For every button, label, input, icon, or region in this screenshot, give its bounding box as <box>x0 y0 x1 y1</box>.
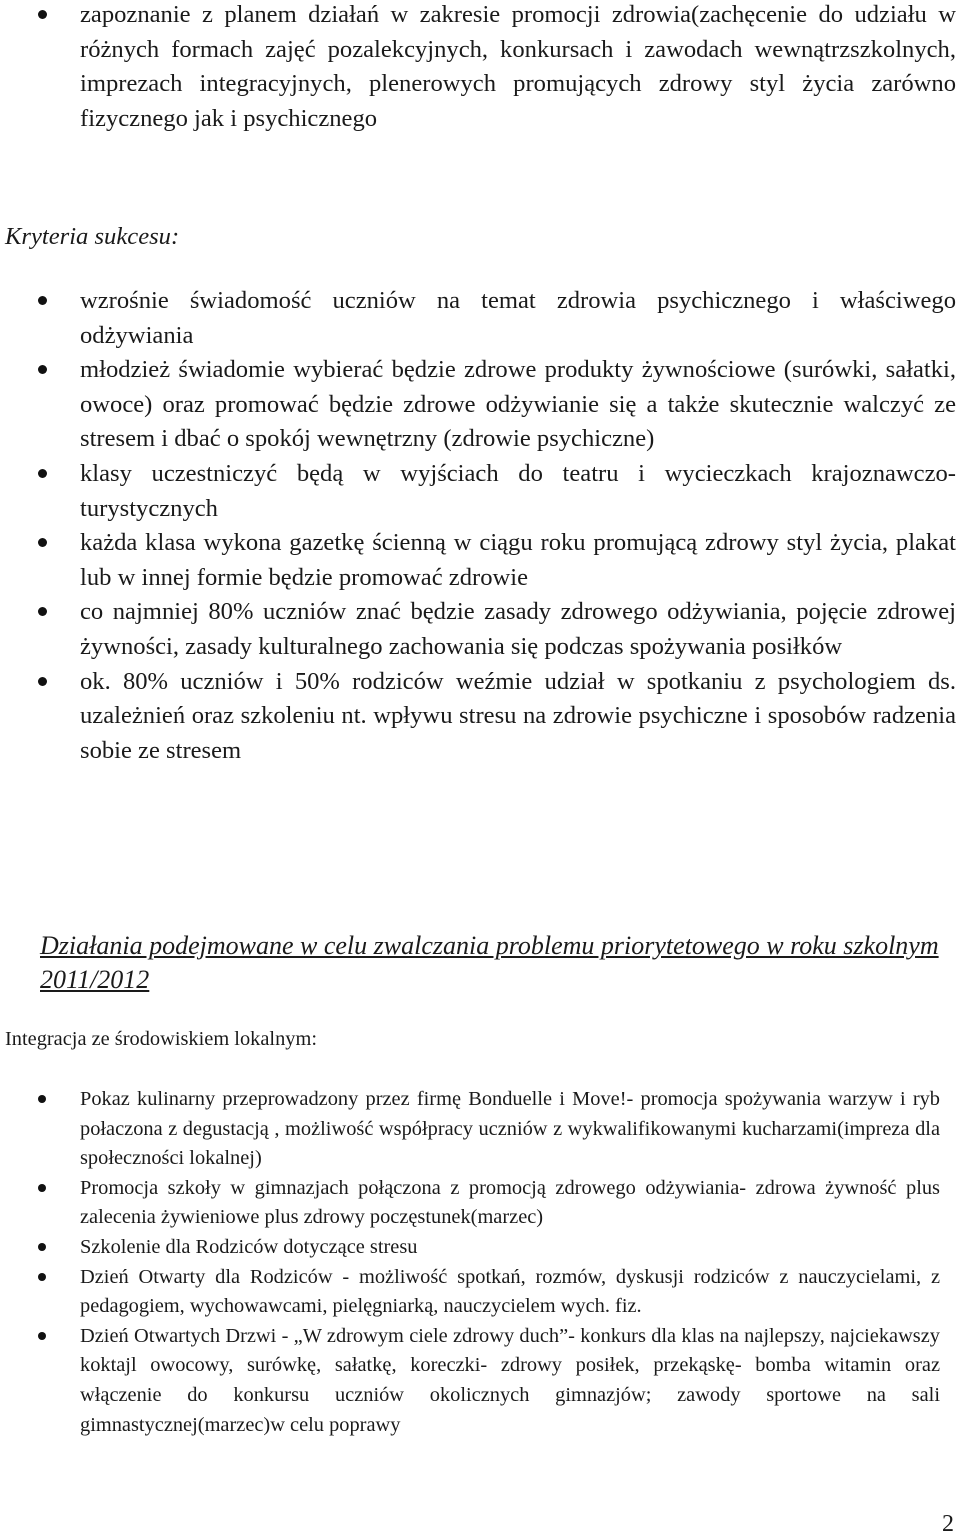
list-item-text: każda klasa wykona gazetkę ścienną w ciągu roku promującą zdrowy styl życia, plakat lub w innej formie będzie promować zdrowie <box>80 529 956 591</box>
bullet-icon <box>38 677 47 686</box>
section-heading: Działania podejmowane w celu zwalczania problemu priorytetowego w roku szkolnym 2011/2012 <box>40 931 939 994</box>
bullet-icon <box>38 1332 46 1340</box>
list-item-text: klasy uczestniczyć będą w wyjściach do teatru i wycieczkach krajoznawczo-turystycznych <box>80 459 956 522</box>
list-item <box>0 284 956 353</box>
bullet-icon <box>38 1095 46 1103</box>
list-item <box>0 457 956 526</box>
list-item-text: zapoznanie z planem działań w zakresie promocji zdrowia(zachęcenie do udziału w różnych formach zajęć pozalekcyjnych, konkursach i zawodach wewnątrzszkolnych, imprezach integracyjnych, plenerowych promujących zdrowy styl życia zarówno fizycznego jak i psychicznego <box>80 1 956 132</box>
page-number: 2 <box>942 1511 954 1537</box>
bullet-icon <box>38 1184 46 1192</box>
intro-list <box>0 0 956 136</box>
bullet-icon <box>38 469 47 478</box>
bullet-icon <box>38 10 47 19</box>
list-item <box>0 0 956 136</box>
bullet-icon <box>38 607 47 616</box>
list-item <box>0 665 956 769</box>
criteria-list <box>0 284 956 768</box>
bullet-icon <box>38 1273 46 1281</box>
list-item-text: Dzień Otwarty dla Rodziców - możliwość spotkań, rozmów, dyskusji rodziców z nauczycielami, z pedagogiem, wychowawcami, pielęgniarką, nauczycielem wych. fiz. <box>80 1265 940 1318</box>
list-item <box>0 1322 940 1440</box>
list-item-text: Dzień Otwartych Drzwi - „W zdrowym ciele zdrowy duch”- konkurs dla klas na najlepszy, najciekawszy koktajl owocowy, surówkę, sałatkę, koreczki- zdrowy posiłek, przekąskę- bomba witamin oraz włączenie do konkursu uczniów okolicznych gimnazjów; zawody sportowe na sali gimnastycznej(marzec)w celu poprawy <box>80 1324 940 1436</box>
subheading: Integracja ze środowiskiem lokalnym: <box>5 1028 317 1050</box>
actions-list <box>0 1085 940 1440</box>
list-item-text: młodzież świadomie wybierać będzie zdrowe produkty żywnościowe (surówki, sałatki, owoce) oraz promować będzie zdrowe odżywianie się a także skutecznie walczyć ze stresem i dbać o spokój wewnętrzny (zdrowie psychiczne) <box>80 356 956 453</box>
list-item-text: co najmniej 80% uczniów znać będzie zasady zdrowego odżywiania, pojęcie zdrowej żywności, zasady kulturalnego zachowania się podczas spożywania posiłków <box>80 598 956 660</box>
list-item <box>0 595 956 664</box>
list-item <box>0 1174 940 1233</box>
bullet-icon <box>38 296 47 305</box>
list-item-text: ok. 80% uczniów i 50% rodziców weźmie udział w spotkaniu z psychologiem ds. uzależnień oraz szkoleniu nt. wpływu stresu na zdrowie psychiczne i sposobów radzenia sobie ze stresem <box>80 667 956 764</box>
list-item-text: wzrośnie świadomość uczniów na temat zdrowia psychicznego i właściwego odżywiania <box>80 287 956 349</box>
criteria-heading: Kryteria sukcesu: <box>5 223 180 250</box>
list-item-text: Szkolenie dla Rodziców dotyczące stresu <box>80 1235 418 1258</box>
list-item-text: Promocja szkoły w gimnazjach połączona z promocją zdrowego odżywiania- zdrowa żywność plus zalecenia żywieniowe plus zdrowy poczęstunek(marzec) <box>80 1176 940 1229</box>
list-item-text: Pokaz kulinarny przeprowadzony przez firmę Bonduelle i Move!- promocja spożywania warzyw i ryb połaczona z degustacją , możliwość współpracy uczniów z wykwalifikowanymi kucharzami(impreza dla społeczności lokalnej) <box>80 1088 940 1170</box>
bullet-icon <box>38 365 47 374</box>
list-item <box>0 1085 940 1174</box>
list-item <box>0 1233 940 1263</box>
list-item <box>0 353 956 457</box>
list-item <box>0 526 956 595</box>
list-item <box>0 1263 940 1322</box>
bullet-icon <box>38 538 47 547</box>
bullet-icon <box>38 1243 46 1251</box>
